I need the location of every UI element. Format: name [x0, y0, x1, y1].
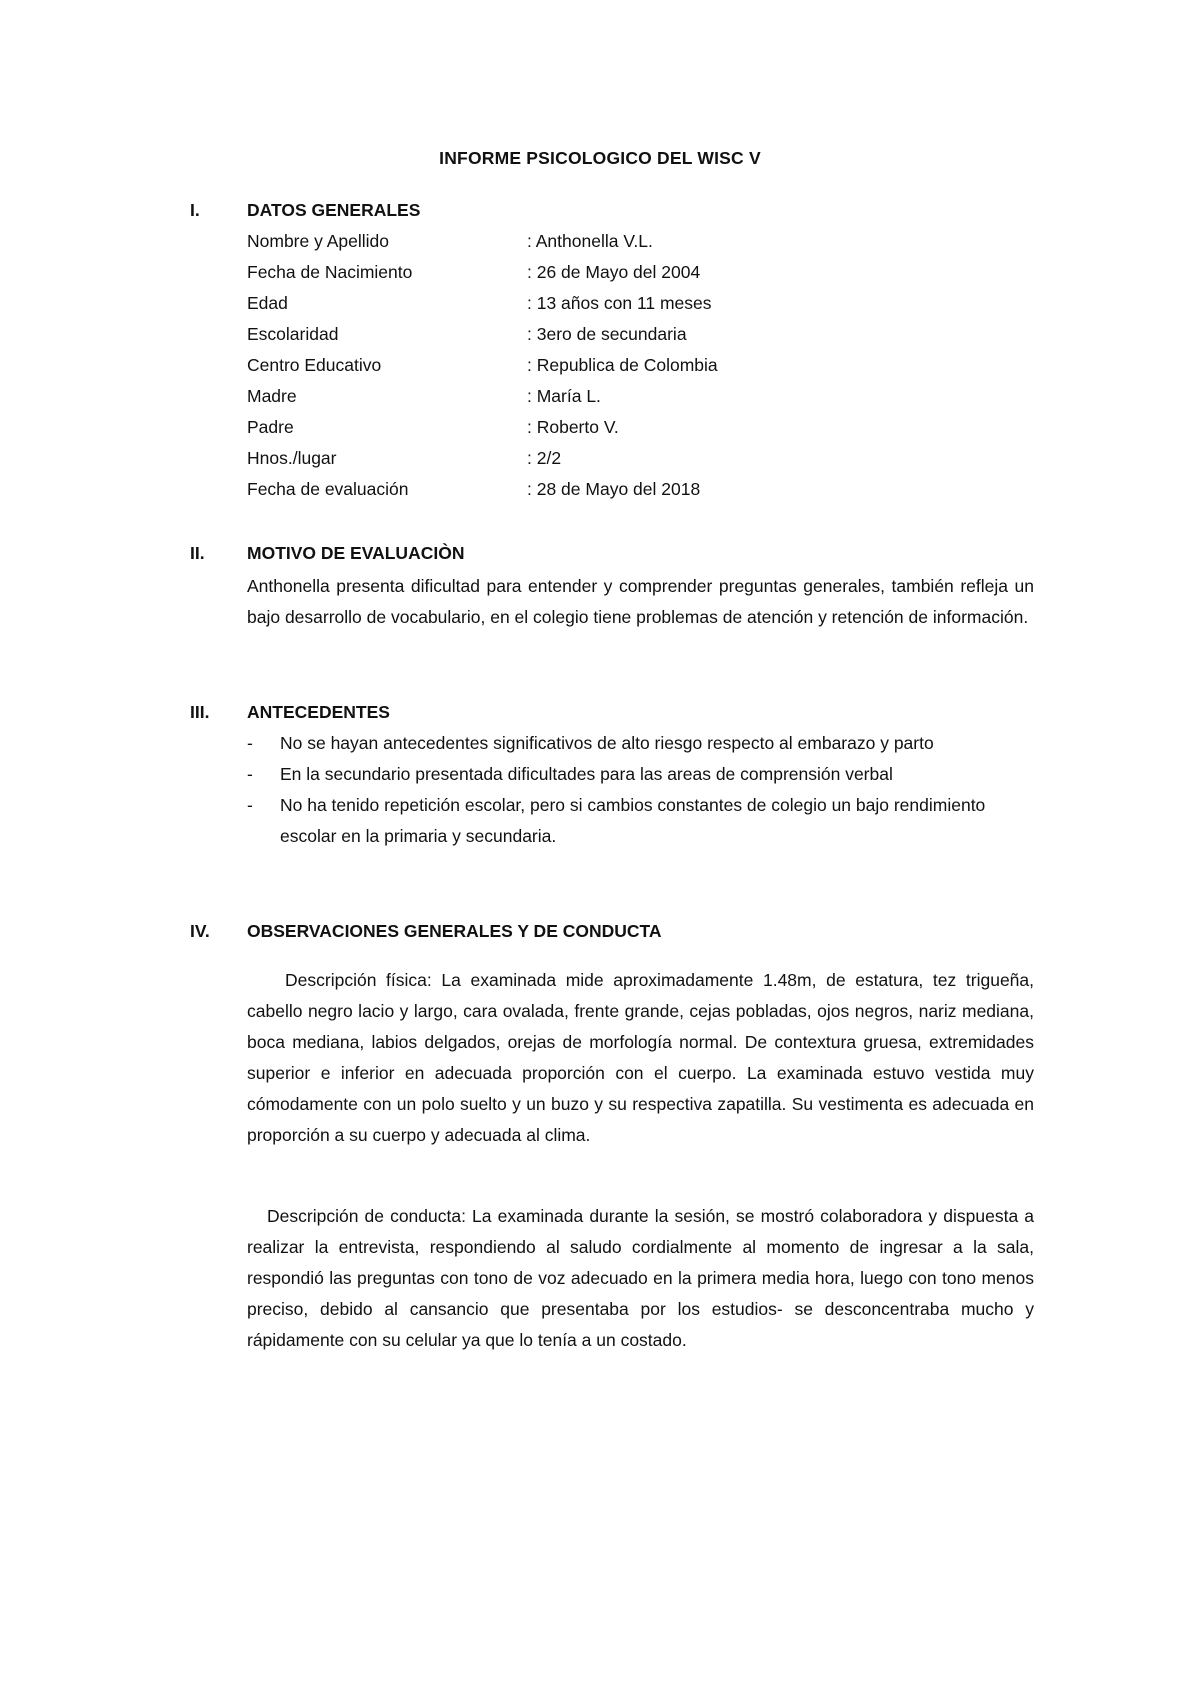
data-label: Centro Educativo: [247, 355, 382, 375]
data-label: Padre: [247, 417, 294, 437]
data-value: : Republica de Colombia: [527, 355, 718, 375]
descripcion-fisica-paragraph: Descripción física: La examinada mide aproximadamente 1.48m, de estatura, tez trigueña, cabello negro lacio y largo, cara ovalada, frente grande, cejas pobladas, ojos negros, nariz mediana, boca mediana, labios delgados, orejas de morfología normal. De contextura gruesa, extremidades superior e inferior en adecuada proporción con el cuerpo. La examinada estuvo vestida muy cómodamente con un polo suelto y un buzo y su respectiva zapatilla. Su vestimenta es adecuada en proporción a su cuerpo y adecuada al clima.: [247, 970, 1034, 1145]
section-heading-motivo: [0, 543, 1200, 567]
data-label: Hnos./lugar: [247, 448, 337, 468]
section-number: II.: [190, 543, 205, 563]
section-title: ANTECEDENTES: [247, 702, 390, 722]
dash-bullet: -: [247, 733, 253, 753]
data-value: : María L.: [527, 386, 601, 406]
data-label: Fecha de evaluación: [247, 479, 409, 499]
data-value: : Anthonella V.L.: [527, 231, 653, 251]
dash-bullet: -: [247, 795, 253, 815]
section-heading-datos-generales: [0, 200, 1200, 224]
list-item-text: No se hayan antecedentes significativos de alto riesgo respecto al embarazo y parto: [280, 733, 934, 753]
data-value: : 26 de Mayo del 2004: [527, 262, 701, 282]
motivo-paragraph: Anthonella presenta dificultad para entender y comprender preguntas generales, también refleja un bajo desarrollo de vocabulario, en el colegio tiene problemas de atención y retención de información.: [247, 576, 1034, 627]
data-value: : 2/2: [527, 448, 562, 468]
data-label: Nombre y Apellido: [247, 231, 390, 251]
section-title: DATOS GENERALES: [247, 200, 421, 220]
section-title: MOTIVO DE EVALUACIÒN: [247, 543, 465, 563]
list-item-text: No ha tenido repetición escolar, pero si cambios constantes de colegio un bajo rendimiento escolar en la primaria y secundaria.: [280, 795, 986, 846]
data-label: Edad: [247, 293, 288, 313]
section-number: III.: [190, 702, 210, 722]
section-number: IV.: [190, 921, 210, 941]
section-heading-antecedentes: [0, 702, 1200, 726]
list-item: [247, 790, 987, 852]
list-item: [247, 728, 987, 759]
report-title: INFORME PSICOLOGICO DEL WISC V: [439, 148, 761, 168]
data-label: Madre: [247, 386, 297, 406]
data-value: : 3ero de secundaria: [527, 324, 687, 344]
section-heading-observaciones: [0, 921, 1200, 945]
section-title: OBSERVACIONES GENERALES Y DE CONDUCTA: [247, 921, 662, 941]
descripcion-conducta-paragraph: Descripción de conducta: La examinada durante la sesión, se mostró colaboradora y dispuesta a realizar la entrevista, respondiendo al saludo cordialmente al momento de ingresar a la sala, respondió las preguntas con tono de voz adecuado en la primera media hora, luego con tono menos preciso, debido al cansancio que presentaba por los estudios- se desconcentraba mucho y rápidamente con su celular ya que lo tenía a un costado.: [247, 1206, 1034, 1350]
data-label: Escolaridad: [247, 324, 339, 344]
data-label: Fecha de Nacimiento: [247, 262, 413, 282]
dash-bullet: -: [247, 764, 253, 784]
list-item-text: En la secundario presentada dificultades para las areas de comprensión verbal: [280, 764, 893, 784]
data-value: : Roberto V.: [527, 417, 619, 437]
data-value: : 28 de Mayo del 2018: [527, 479, 701, 499]
antecedentes-list: [247, 728, 987, 852]
data-value: : 13 años con 11 meses: [527, 293, 712, 313]
list-item: [247, 759, 987, 790]
section-number: I.: [190, 200, 200, 220]
